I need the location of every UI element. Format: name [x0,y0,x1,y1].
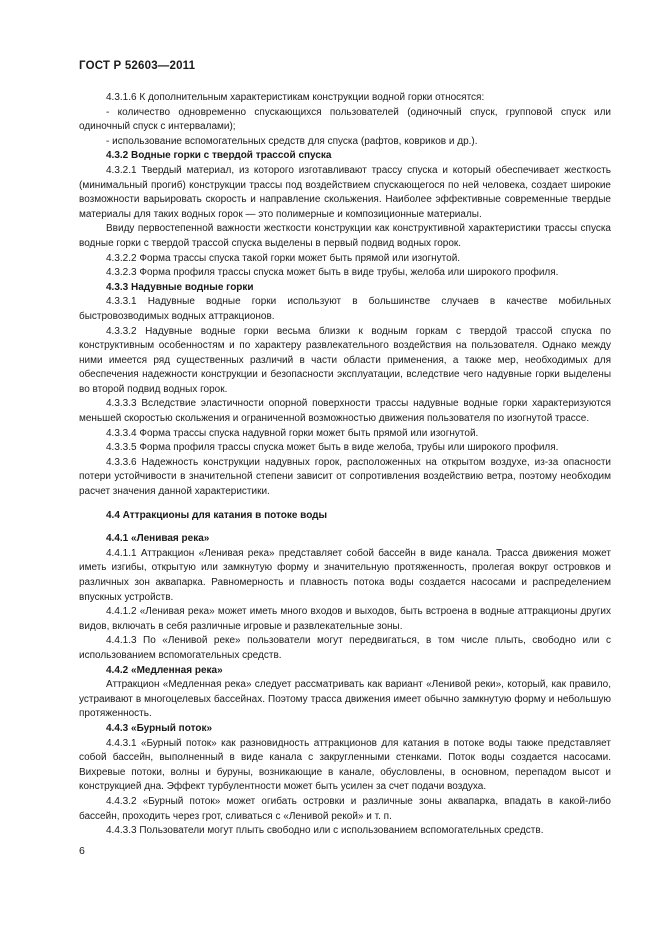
paragraph: - использование вспомогательных средств для спуска (рафтов, ковриков и др.). [106,135,478,147]
section-heading: 4.4.1 «Ленивая река» [106,533,210,545]
paragraph: 4.4.3.1 «Бурный поток» как разновидность аттракционов для катания в потоке воды также представляет собой бассейн, выполненный в виде канала с закругленными стенками. Поток воды создается насосами. Вихревые потоки, волны и буруны, возникающие в канале, обусловлены, в основном, перепадом высот и конструкцией дна. Эффект турбулентности может быть усилен за счет подачи воздуха. [79,737,611,793]
paragraph: 4.3.1.6 К дополнительным характеристикам конструкции водной горки относятся: [106,92,485,103]
section-heading: 4.3.2 Водные горки с твердой трассой спуска [106,150,332,162]
document-body [79,91,611,839]
paragraph: 4.4.3.2 «Бурный поток» может огибать островки и различные зоны аквапарка, впадать в какой-либо бассейн, проходить через грот, сливаться с «Ленивой рекой» и т. п. [79,795,611,822]
paragraph: 4.3.2.3 Форма профиля трассы спуска может быть в виде трубы, желоба или широкого профиля. [106,267,559,279]
paragraph: Ввиду первостепенной важности жесткости конструкции как конструктивной характеристики трассы спуска водные горки с твердой трассой спуска выделены в первый подвид водных горок. [79,223,611,249]
paragraph: 4.4.1.2 «Ленивая река» может иметь много входов и выходов, быть встроена в водные аттракционы других видов, включать в себя различные игровые и развлекательные зоны. [79,606,611,632]
page-number: 6 [79,845,85,857]
paragraph: 4.3.3.5 Форма профиля трассы спуска может быть в виде желоба, трубы или широкого профиля. [106,442,559,454]
section-heading: 4.4.3 «Бурный поток» [106,722,213,734]
section-heading: 4.4.2 «Медленная река» [106,664,223,676]
paragraph: 4.3.3.4 Форма трассы спуска надувной горки может быть прямой или изогнутой. [106,427,479,439]
paragraph: 4.4.3.3 Пользователи могут плыть свободно или с использованием вспомогательных средств. [106,825,544,837]
section-heading: 4.3.3 Надувные водные горки [106,281,254,293]
document-header: ГОСТ Р 52603—2011 [79,60,196,72]
paragraph: - количество одновременно спускающихся пользователей (одиночный спуск, групповой спуск или одиночный спуск с интервалами); [79,106,611,133]
paragraph: 4.4.1.1 Аттракцион «Ленивая река» представляет собой бассейн в виде канала. Трасса движения может иметь изгибы, открытую или замкнутую форму и значительную протяженность, пролегая вокруг островков и различных зон аквапарка. Равномерность и плавность потока воды создается насосами и распределением впускных устройств. [79,547,611,603]
paragraph: 4.3.3.2 Надувные водные горки весьма близки к водным горкам с твердой трассой спуска по конструктивным особенностям и по характеру развлекательного воздействия на пользователя. Однако между ними имеется ряд существенных различий в части области применения, а также мер, необходимых для обеспечения надежности конструкции и безопасности эксплуатации, вследствие чего надувные горки выделены во второй подвид водных горок. [79,325,611,395]
paragraph: 4.3.2.2 Форма трассы спуска такой горки может быть прямой или изогнутой. [106,252,461,264]
section-heading: 4.4 Аттракционы для катания в потоке воды [106,509,328,521]
paragraph: 4.3.3.6 Надежность конструкции надувных горок, расположенных на открытом воздухе, из-за опасности потери устойчивости в значительной степени зависит от сопротивления воздействию ветра, поэтому необходим расчет значения данной характеристики. [79,456,611,498]
paragraph: 4.3.3.1 Надувные водные горки используют в большинстве случаев в качестве мобильных быстровозводимых водных аттракционов. [79,296,611,322]
paragraph: 4.3.3.3 Вследствие эластичности опорной поверхности трассы надувные водные горки характеризуются меньшей скоростью скольжения и ограниченной возможностью движения пользователя по изогнутой трассе. [79,398,611,425]
paragraph: Аттракцион «Медленная река» следует рассматривать как вариант «Ленивой реки», который, как правило, устраивают в многоцелевых бассейнах. Поэтому трасса движения имеет обычно замкнутую форму и небольшую протяженность. [79,679,611,720]
paragraph: 4.4.1.3 По «Ленивой реке» пользователи могут передвигаться, в том числе плыть, свободно или с использованием вспомогательных средств. [79,635,611,661]
paragraph: 4.3.2.1 Твердый материал, из которого изготавливают трассу спуска и который обеспечивает жесткость (минимальный прогиб) конструкции трассы под воздействием спускающегося по ней человека, создает широкие возможности варьировать скорость и направление скольжения. Наиболее эффективные современные твердые материалы для таких водных горок — это полимерные и композиционные материалы. [79,164,611,220]
